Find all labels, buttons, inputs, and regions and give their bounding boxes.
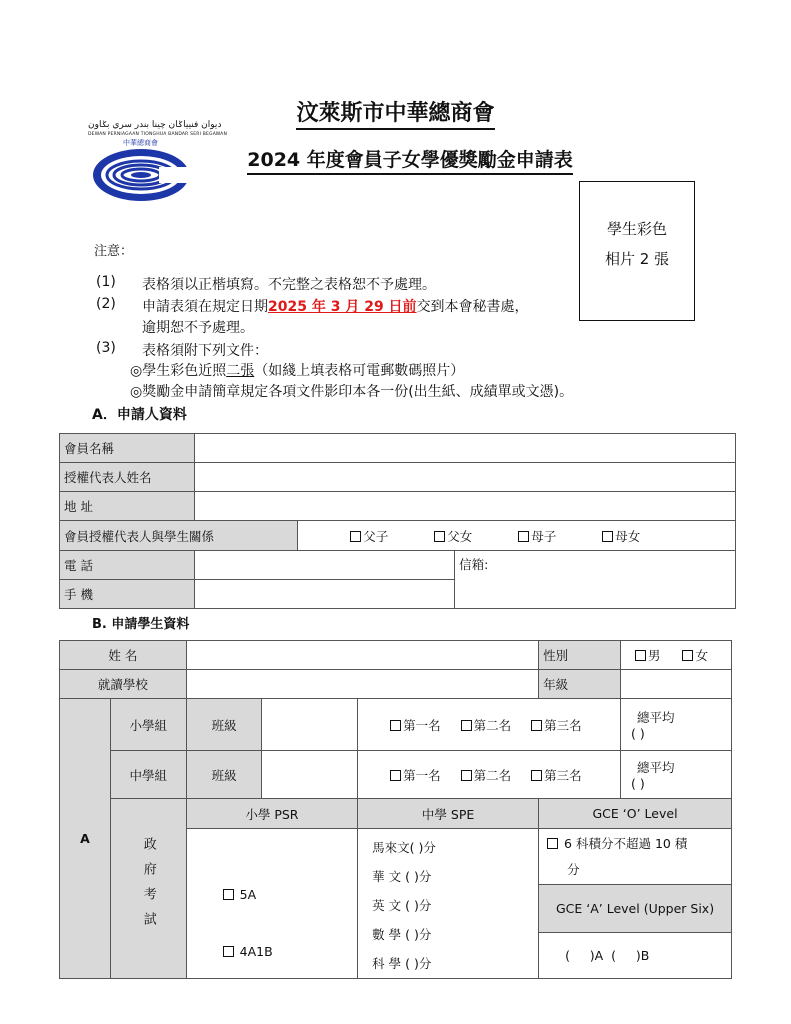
secondary-group-label: 中學組: [110, 751, 186, 799]
note-2-text: 申請表須在規定日期2025 年 3 月 29 日前交到本會秘書處，: [142, 299, 529, 315]
checkbox-icon: [350, 531, 361, 542]
note-1-text: 表格須以正楷填寫。不完整之表格恕不予處理。: [142, 277, 436, 293]
secondary-rank-options: [358, 751, 621, 799]
primary-average-blank: ( ): [631, 726, 645, 741]
spe-malay[interactable]: 馬來文( )分: [372, 840, 436, 855]
psr-4a1b[interactable]: 4A1B: [223, 944, 273, 959]
note-3-item-1: ◎學生彩色近照二張（如綫上填表格可電郵數碼照片）: [130, 363, 465, 379]
relation-mother-daughter[interactable]: 母女: [602, 529, 640, 544]
secondary-rank-3[interactable]: 第三名: [531, 768, 582, 783]
primary-class-label: 班級: [186, 699, 262, 751]
gender-male[interactable]: 男: [635, 648, 661, 663]
gce-o-header: GCE ‘O’ Level: [539, 799, 732, 829]
psr-options: [186, 829, 357, 979]
secondary-class-field[interactable]: [262, 751, 358, 799]
psr-header: 小學 PSR: [186, 799, 357, 829]
checkbox-icon: [531, 770, 542, 781]
relation-mother-son[interactable]: 母子: [518, 529, 556, 544]
gce-a-header: GCE ‘A’ Level (Upper Six): [539, 885, 732, 933]
note-3-text: 表格須附下列文件：: [142, 343, 268, 359]
phone-label: 電 話: [60, 551, 195, 580]
primary-rank-3[interactable]: 第三名: [531, 718, 582, 733]
checkbox-icon: [635, 650, 646, 661]
secondary-average[interactable]: [621, 751, 732, 799]
photo-box-line2: 相片 2 張: [604, 250, 670, 268]
note-2-line2: 逾期恕不予處理。: [142, 320, 254, 336]
school-label: 就讀學校: [60, 670, 187, 699]
secondary-rank-2[interactable]: 第二名: [461, 768, 512, 783]
section-b-table: [59, 640, 732, 979]
primary-rank-options: [358, 699, 621, 751]
secondary-average-blank: ( ): [631, 776, 645, 791]
checkbox-icon: [434, 531, 445, 542]
logo-script-text: ديوان فنيياݢان چينا بندر سري بݢاون: [88, 120, 222, 130]
primary-class-field[interactable]: [262, 699, 358, 751]
logo-chinese-text: 中華總商會: [123, 139, 158, 147]
section-b-title: B. 申請學生資料: [92, 617, 190, 632]
notes-heading: 注意：: [94, 244, 134, 259]
section-a-table: [59, 433, 736, 609]
checkbox-icon: [223, 889, 234, 900]
checkbox-icon: [682, 650, 693, 661]
grade-label: 年級: [539, 670, 621, 699]
primary-average-label: 總平均: [637, 710, 675, 725]
photo-box[interactable]: [579, 181, 695, 321]
checkbox-icon: [223, 946, 234, 957]
form-title: 2024 年度會員子女學優獎勵金申請表: [200, 145, 620, 172]
logo: [88, 120, 228, 202]
rep-name-label: 授權代表人姓名: [60, 463, 195, 492]
rep-name-field[interactable]: [194, 463, 735, 492]
relation-label: 會員授權代表人與學生關係: [60, 521, 298, 551]
checkbox-icon: [461, 720, 472, 731]
logo-sub-text: DEWAN PERNIAGAAN TIONGHUA BANDAR SERI BEGAWAN: [88, 132, 228, 137]
checkbox-icon: [390, 770, 401, 781]
relation-father-daughter[interactable]: 父女: [434, 529, 472, 544]
checkbox-icon: [602, 531, 613, 542]
address-label: 地 址: [60, 492, 195, 521]
checkbox-icon: [531, 720, 542, 731]
secondary-average-label: 總平均: [637, 760, 675, 775]
spe-header: 中學 SPE: [358, 799, 539, 829]
spe-math[interactable]: 數 學 ( )分: [372, 927, 432, 942]
address-field[interactable]: [194, 492, 735, 521]
gce-a-field[interactable]: ( )A ( )B: [539, 933, 732, 979]
note-3-item-2: ◎獎勵金申請簡章規定各項文件影印本各一份(出生紙、成績單或文憑)。: [130, 384, 574, 400]
student-name-label: 姓 名: [60, 641, 187, 670]
checkbox-icon: [518, 531, 529, 542]
member-name-label: 會員名稱: [60, 434, 195, 463]
gender-label: 性別: [539, 641, 621, 670]
gender-options: [621, 641, 732, 670]
student-name-field[interactable]: [186, 641, 538, 670]
note-1-number: (1): [96, 274, 116, 290]
email-label: 信箱:: [459, 557, 489, 572]
gender-female[interactable]: 女: [682, 648, 708, 663]
gce-o-option[interactable]: 6 科積分不超過 10 積 分: [539, 829, 732, 885]
primary-average[interactable]: [621, 699, 732, 751]
gov-exam-label: 政府考試: [110, 799, 186, 979]
relation-options: [298, 521, 736, 551]
grade-field[interactable]: [621, 670, 732, 699]
checkbox-icon: [461, 770, 472, 781]
photo-box-line1: 學生彩色: [606, 220, 667, 238]
phone-field[interactable]: [194, 551, 455, 580]
note-2-number: (2): [96, 296, 116, 312]
spe-science[interactable]: 科 學 ( )分: [372, 956, 432, 971]
school-field[interactable]: [186, 670, 538, 699]
secondary-class-label: 班級: [186, 751, 262, 799]
mobile-field[interactable]: [194, 580, 455, 609]
primary-rank-2[interactable]: 第二名: [461, 718, 512, 733]
spe-subjects: [358, 829, 539, 979]
deadline-date: 2025 年 3 月 29 日前: [268, 299, 417, 315]
logo-emblem-icon: [91, 147, 191, 202]
note-3-number: (3): [96, 340, 116, 356]
mobile-label: 手 機: [60, 580, 195, 609]
primary-group-label: 小學組: [110, 699, 186, 751]
checkbox-icon: [390, 720, 401, 731]
checkbox-icon: [547, 838, 558, 849]
org-title: 汶萊斯市中華總商會: [0, 96, 791, 127]
section-a-title: A．申請人資料: [92, 407, 187, 423]
secondary-rank-1[interactable]: 第一名: [390, 768, 441, 783]
group-a-label: A: [60, 699, 111, 979]
email-field[interactable]: [455, 551, 736, 609]
psr-5a[interactable]: 5A: [223, 887, 257, 902]
spe-english[interactable]: 英 文 ( )分: [372, 898, 432, 913]
spe-chinese[interactable]: 華 文 ( )分: [372, 869, 432, 884]
relation-father-son[interactable]: 父子: [350, 529, 388, 544]
member-name-field[interactable]: [194, 434, 735, 463]
primary-rank-1[interactable]: 第一名: [390, 718, 441, 733]
